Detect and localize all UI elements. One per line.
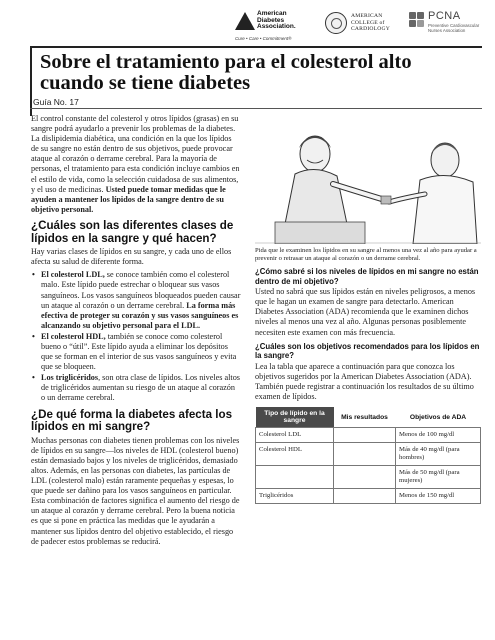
section-lipid-types-intro: Hay varias clases de lípidos en su sangre, y cada uno de ellos afecta su salud de diferente forma. <box>31 247 232 267</box>
lipid-goals-table <box>255 407 481 504</box>
table-row <box>256 466 481 489</box>
list-item-term: Los triglicéridos <box>41 373 99 383</box>
table-cell-goal: Más de 40 mg/dl (para hombres) <box>396 443 481 466</box>
acc-logo-line-1: AMERICAN <box>351 13 383 19</box>
pcna-logo-line-1: Preventive Cardiovascular <box>428 23 480 28</box>
intro-text: El control constante del colesterol y otros lípidos (grasas) en su sangre podrá ayudarlo a prevenir los problemas de la diabetes. La dislipidemia diabética, una condición en la que los lípidos de su sangre no están dentro de sus objetivos, puede provocar ataque al corazón o derrame cerebral. Para la mayoría de personas, el tratamiento para esta condición incluye cambios en el estilo de vida, como la selección cuidadosa de sus alimentos, y el uso de medicinas. <box>31 114 240 194</box>
ada-logo <box>233 10 315 46</box>
top-rule <box>30 46 482 48</box>
table-header-lipid-type: Tipo de lípido en la sangre <box>256 407 334 428</box>
title-divider <box>30 108 482 109</box>
ada-logo-line-2: Diabetes <box>257 16 285 24</box>
table-cell-goal: Más de 50 mg/dl (para mujeres) <box>396 466 481 489</box>
table-cell-lipid: Colesterol HDL <box>256 443 334 466</box>
table-header-ada-goals: Objetivos de ADA <box>409 413 467 421</box>
table-row <box>256 428 481 443</box>
list-item-term: El colesterol LDL, <box>41 270 105 280</box>
ada-logo-line-1: American <box>257 10 287 17</box>
acc-logo-line-3: CARDIOLOGY <box>351 26 390 32</box>
intro-bold-text: Usted puede tomar medidas que le ayuden a mantener los lípidos de la sangre dentro de su objetivo personal. <box>31 184 226 214</box>
illustration-caption: Pida que le examinen los lípidos en su sangre al menos una vez al año para ayudar a prevenir o retrasar un ataque al corazón o un derrame cerebral. <box>255 247 477 262</box>
intro-paragraph <box>31 114 241 215</box>
ada-triangle-icon <box>235 12 255 30</box>
guide-number: Guía No. 17 <box>33 97 79 107</box>
ada-logo-line-3: Association. <box>257 23 296 31</box>
table-row <box>256 443 481 466</box>
question-how-know-text: Usted no sabrá que sus lípidos están en niveles peligrosos, a menos que le hagan un examen de sangre para detectarlo. American Diabetes Association (ADA) recomienda que le examinen dichos niveles al menos una vez al año. Algunas personas posiblemente necesiten este examen con más frecuencia. <box>255 287 476 337</box>
question-how-know-heading: ¿Cómo sabré si los niveles de lípidos en mi sangre no están dentro de mi objetivo? <box>255 267 479 286</box>
section-diabetes-effect-heading: ¿De qué forma la diabetes afecta los lípidos en mi sangre? <box>31 407 233 434</box>
table-cell-my-result[interactable] <box>334 489 396 504</box>
header-logos <box>233 10 483 46</box>
list-item-text: también se conoce como colesterol bueno o “útil”. Este lípido ayuda a eliminar los depósitos que se forman en el interior de sus vasos sanguíneos y evita que se bloqueen. <box>41 331 237 372</box>
list-item-text: , son otra clase de lípidos. Los niveles altos de triglicéridos aumentan su riesgo de un ataque al corazón o un derrame cerebral. <box>41 373 240 403</box>
section-lipid-types-heading: ¿Cuáles son las diferentes clases de lípidos en la sangre y qué hacen? <box>31 218 234 245</box>
list-item <box>31 270 241 331</box>
table-cell-my-result[interactable] <box>334 466 396 489</box>
ada-tagline: Cure • Care • Commitment® <box>235 36 292 41</box>
table-cell-goal: Menos de 150 mg/dl <box>396 489 481 504</box>
table-header-my-results: Mis resultados <box>341 413 388 421</box>
pcna-logo-line-2: Nurses Association <box>428 28 466 33</box>
side-rule <box>30 46 32 116</box>
section-diabetes-effect-text: Muchas personas con diabetes tienen problemas con los niveles de lípidos en su sangre—los niveles de HDL (colesterol bueno) están demasiado bajos y los niveles de triglicéridos, demasiado altos. Además, en las personas con diabetes, las partículas de LDL (colesterol malo) están raramente pequeñas y espesas, lo que puede ser dañino para los vasos sanguíneos en particular. Esta combinación de factores significa el aumento del riesgo de un ataque al corazón y derrame cerebral. Pero la buena noticia es que si pone en práctica las medidas que le ayudarán a mantener sus lípidos dentro del objetivo establecido, el riesgo de padecer estos problemas se reducirá. <box>31 435 240 546</box>
left-column <box>31 114 241 550</box>
list-item-term: El colesterol HDL, <box>41 331 106 341</box>
table-cell-my-result[interactable] <box>334 428 396 443</box>
list-item-emphasis: La forma más efectiva de proteger su corazón y sus vasos sanguíneos es alcanzando su objetivo personal para el LDL. <box>41 300 239 330</box>
doctor-patient-illustration <box>255 114 481 244</box>
pcna-mark-icon <box>409 12 425 30</box>
question-goals-text: Lea la tabla que aparece a continuación para que conozca los objetivos sugeridos por la American Diabetes Association (ADA). También puede registrar a continuación los resultados de su último examen de lípidos. <box>255 361 474 402</box>
right-column <box>255 114 481 504</box>
table-cell-goal: Menos de 100 mg/dl <box>396 428 481 443</box>
acc-seal-icon <box>325 12 347 34</box>
acc-logo <box>325 10 399 46</box>
illustration-blood-test <box>255 114 481 244</box>
question-goals-heading: ¿Cuáles son los objetivos recomendados para los lípidos en la sangre? <box>255 341 480 361</box>
pcna-logo-name: PCNA <box>428 10 461 22</box>
acc-logo-line-2: COLLEGE of <box>351 19 385 26</box>
table-cell-lipid: Colesterol LDL <box>256 428 334 443</box>
table-row <box>256 489 481 504</box>
table-cell-my-result[interactable] <box>334 443 396 466</box>
table-cell-lipid <box>256 466 334 489</box>
list-item <box>31 332 241 372</box>
page-title: Sobre el tratamiento para el colesterol alto cuando se tiene diabetes <box>40 51 412 94</box>
list-item <box>31 373 241 403</box>
table-cell-lipid: Triglicéridos <box>256 489 334 504</box>
list-item-text: se conoce también como el colesterol malo. Este lípido puede estrechar o bloquear sus vasos sanguíneos. Los vasos sanguíneos bloqueados pueden causar un ataque al corazón o un derrame cerebral. <box>41 270 241 310</box>
pcna-logo <box>409 10 483 46</box>
lipid-types-list <box>31 270 241 403</box>
